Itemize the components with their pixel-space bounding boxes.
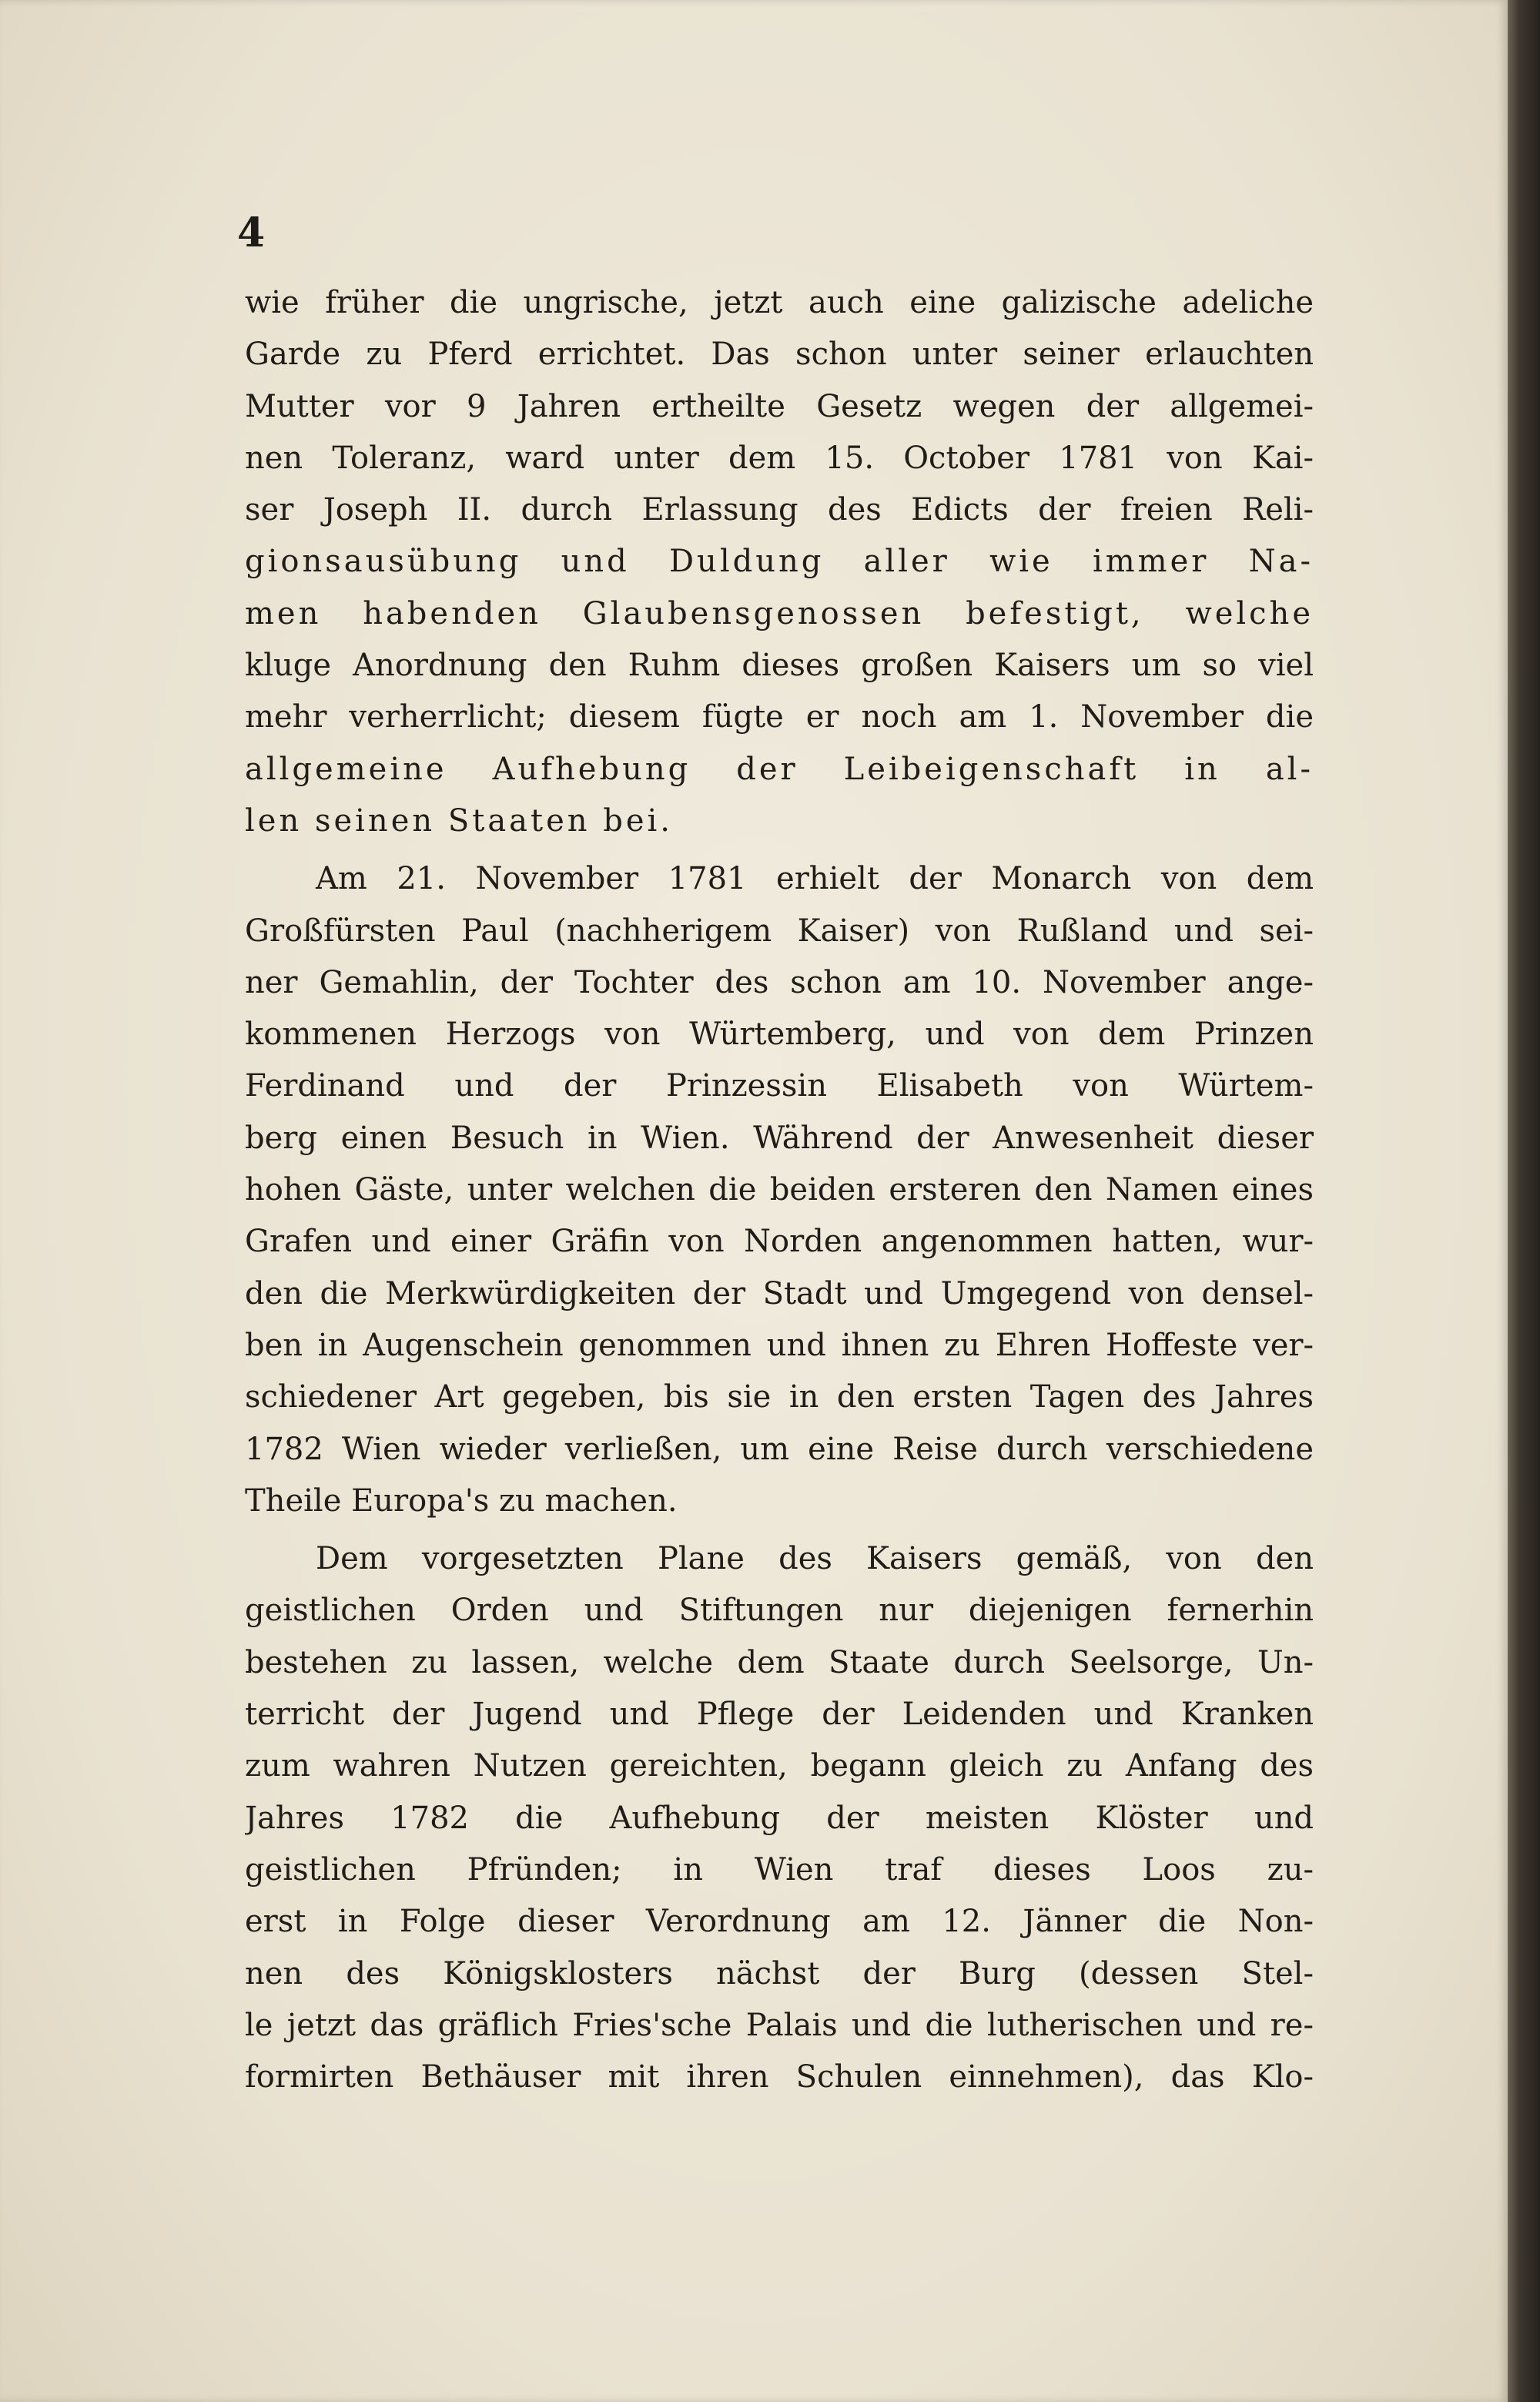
text-line: Mutter vor 9 Jahren ertheilte Gesetz wegen der allgemei-	[245, 388, 1314, 424]
text-line: Ferdinand und der Prinzessin Elisabeth von Würtem-	[245, 1068, 1314, 1104]
text-line: berg einen Besuch in Wien. Während der Anwesenheit dieser	[245, 1120, 1314, 1156]
text-line: le jetzt das gräflich Fries'sche Palais und die lutherischen und re-	[245, 2007, 1314, 2043]
text-line: hohen Gäste, unter welchen die beiden ersteren den Namen eines	[245, 1172, 1314, 1208]
text-line: formirten Bethäuser mit ihren Schulen einnehmen), das Klo-	[245, 2059, 1314, 2095]
paragraph-start: Am 21. November 1781 erhielt der Monarch von dem	[316, 861, 1314, 897]
text-line: schiedener Art gegeben, bis sie in den ersten Tagen des Jahres	[245, 1379, 1314, 1415]
text-line: Jahres 1782 die Aufhebung der meisten Klöster und	[245, 1800, 1314, 1836]
text-line: geistlichen Pfründen; in Wien traf dieses Loos zu-	[245, 1851, 1314, 1888]
text-line: nen des Königsklosters nächst der Burg (dessen Stel-	[245, 1955, 1314, 1992]
text-line: gionsausübung und Duldung aller wie immer Na-	[245, 544, 1314, 580]
text-line: nen Toleranz, ward unter dem 15. October 1781 von Kai-	[245, 440, 1314, 476]
text-line: Großfürsten Paul (nachherigem Kaiser) von Rußland und sei-	[245, 913, 1314, 949]
text-line: den die Merkwürdigkeiten der Stadt und Umgegend von densel-	[245, 1275, 1314, 1312]
text-line: bestehen zu lassen, welche dem Staate durch Seelsorge, Un-	[245, 1644, 1314, 1680]
text-line: wie früher die ungrische, jetzt auch eine galizische adeliche	[245, 285, 1314, 320]
paragraph-start: Dem vorgesetzten Plane des Kaisers gemäß, von den	[316, 1541, 1314, 1577]
text-line: kluge Anordnung den Ruhm dieses großen Kaisers um so viel	[245, 648, 1314, 684]
text-line: geistlichen Orden und Stiftungen nur diejenigen fernerhin	[245, 1593, 1314, 1629]
text-line: Theile Europa's zu machen.	[245, 1482, 678, 1519]
page-number: 4	[237, 209, 266, 256]
text-line: zum wahren Nutzen gereichten, begann gleich zu Anfang des	[245, 1748, 1314, 1784]
text-line: erst in Folge dieser Verordnung am 12. Jänner die Non-	[245, 1904, 1314, 1940]
text-line: ben in Augenschein genommen und ihnen zu Ehren Hoffeste ver-	[245, 1327, 1314, 1363]
text-line: allgemeine Aufhebung der Leibeigenschaft in al-	[245, 751, 1314, 787]
text-line: len seinen Staaten bei.	[245, 802, 674, 839]
text-line: Grafen und einer Gräfin von Norden angenommen hatten, wur-	[245, 1224, 1314, 1260]
text-line: 1782 Wien wieder verließen, um eine Reise durch verschiedene	[245, 1431, 1314, 1467]
text-line: Garde zu Pferd errichtet. Das schon unter seiner erlauchten	[245, 337, 1314, 373]
text-line: kommenen Herzogs von Würtemberg, und von dem Prinzen	[245, 1017, 1314, 1053]
text-line: men habenden Glaubensgenossen befestigt, welche	[245, 595, 1314, 631]
body-text	[245, 277, 1314, 2103]
book-binding-edge	[1508, 0, 1540, 2402]
text-line: ner Gemahlin, der Tochter des schon am 10. November ange-	[245, 964, 1314, 1000]
text-line: ser Joseph II. durch Erlassung des Edicts der freien Reli-	[245, 492, 1314, 528]
text-line: mehr verherrlicht; diesem fügte er noch am 1. November die	[245, 699, 1314, 735]
text-line: terricht der Jugend und Pflege der Leidenden und Kranken	[245, 1697, 1314, 1733]
